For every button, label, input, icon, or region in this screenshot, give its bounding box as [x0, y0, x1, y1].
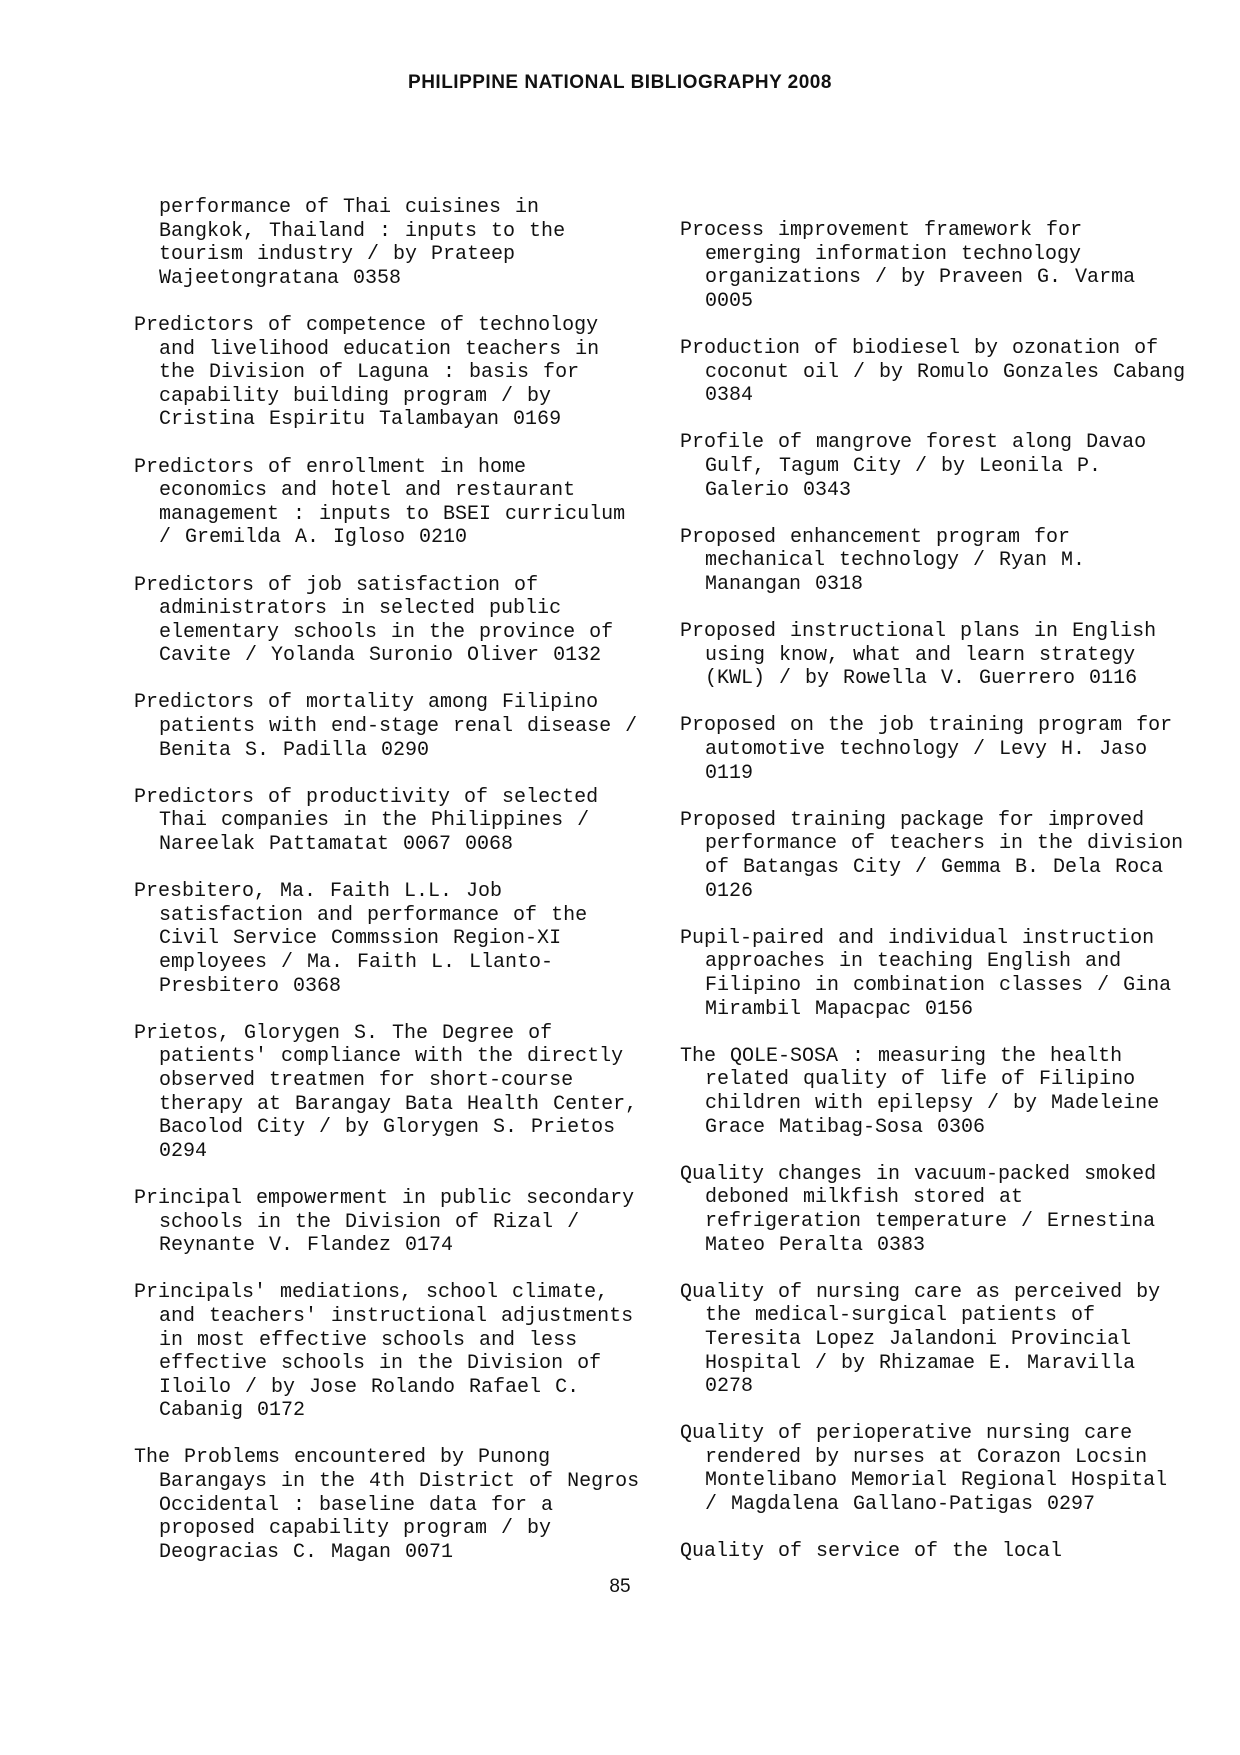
bibliography-entry: Proposed training package for improved performance of teachers in the division of Batangas City / Gemma B. Dela Roca 0126: [680, 808, 1184, 903]
bibliography-entry: Principals' mediations, school climate, and teachers' instructional adjustments in most effective schools and less effective schools in the Division of Iloilo / by Jose Rolando Rafael C. Cabanig 0172: [134, 1281, 634, 1423]
bibliography-entry: Predictors of enrollment in home economics and hotel and restaurant management : inputs to BSEI curriculum / Gremilda A. Igloso 0210: [134, 455, 626, 550]
bibliography-entry: Proposed instructional plans in English using know, what and learn strategy (KWL) / by Rowella V. Guerrero 0116: [680, 620, 1157, 691]
bibliography-entry: Proposed on the job training program for automotive technology / Levy H. Jaso 0119: [680, 714, 1173, 785]
bibliography-entry: Quality of perioperative nursing care rendered by nurses at Corazon Locsin Montelibano Memorial Regional Hospital / Magdalena Gallano-Patigas 0297: [680, 1422, 1168, 1517]
page-title: PHILIPPINE NATIONAL BIBLIOGRAPHY 2008: [408, 72, 832, 93]
right-column: [680, 219, 1190, 1587]
bibliography-entry: Process improvement framework for emerging information technology organizations / by Praveen G. Varma 0005: [680, 219, 1136, 313]
bibliography-entry: Profile of mangrove forest along Davao Gulf, Tagum City / by Leonila P. Galerio 0343: [680, 431, 1147, 502]
bibliography-entry: Quality changes in vacuum-packed smoked deboned milkfish stored at refrigeration temperature / Ernestina Mateo Peralta 0383: [680, 1162, 1157, 1257]
page-number: 85: [609, 1576, 631, 1597]
bibliography-entry: The QOLE-SOSA : measuring the health related quality of life of Filipino children with epilepsy / by Madeleine Grace Matibag-Sosa 0306: [680, 1044, 1160, 1139]
bibliography-entry: Pupil-paired and individual instruction approaches in teaching English and Filipino in combination classes / Gina Mirambil Mapacpac 0156: [680, 926, 1172, 1021]
bibliography-entry: Proposed enhancement program for mechanical technology / Ryan M. Manangan 0318: [680, 525, 1086, 596]
bibliography-entry: Quality of nursing care as perceived by the medical-surgical patients of Teresita Lopez Jalandoni Provincial Hospital / by Rhizamae E. Maravilla 0278: [680, 1280, 1161, 1399]
bibliography-entry: Predictors of productivity of selected Thai companies in the Philippines / Nareelak Pattamatat 0067 0068: [134, 785, 599, 857]
entry-continuation: performance of Thai cuisines in Bangkok, Thailand : inputs to the tourism industry / by Prateep Wajeetongratana 0358: [159, 196, 566, 290]
bibliography-entry: The Problems encountered by Punong Barangays in the 4th District of Negros Occidental : baseline data for a proposed capability program / by Deogracias C. Magan 0071: [134, 1446, 640, 1564]
left-column: [134, 196, 644, 1588]
bibliography-entry: Prietos, Glorygen S. The Degree of patients' compliance with the directly observed treatmen for short-course therapy at Barangay Bata Health Center, Bacolod City / by Glorygen S. Prietos 0294: [134, 1021, 638, 1163]
bibliography-entry: Predictors of competence of technology and livelihood education teachers in the Division of Laguna : basis for capability building program / by Cristina Espiritu Talambayan 0169: [134, 313, 600, 432]
bibliography-entry: Predictors of job satisfaction of administrators in selected public elementary schools in the province of Cavite / Yolanda Suronio Oliver 0132: [134, 573, 614, 668]
bibliography-entry: Production of biodiesel by ozonation of coconut oil / by Romulo Gonzales Cabang 0384: [680, 336, 1186, 408]
bibliography-entry: Principal empowerment in public secondary schools in the Division of Rizal / Reynante V. Flandez 0174: [134, 1186, 635, 1258]
bibliography-entry: Predictors of mortality among Filipino patients with end-stage renal disease / Benita S. Padilla 0290: [134, 691, 638, 762]
bibliography-entry: Quality of service of the local: [680, 1540, 1063, 1564]
bibliography-entry: Presbitero, Ma. Faith L.L. Job satisfaction and performance of the Civil Service Commssion Region-XI employees / Ma. Faith L. Llanto-Presbitero 0368: [134, 880, 588, 998]
